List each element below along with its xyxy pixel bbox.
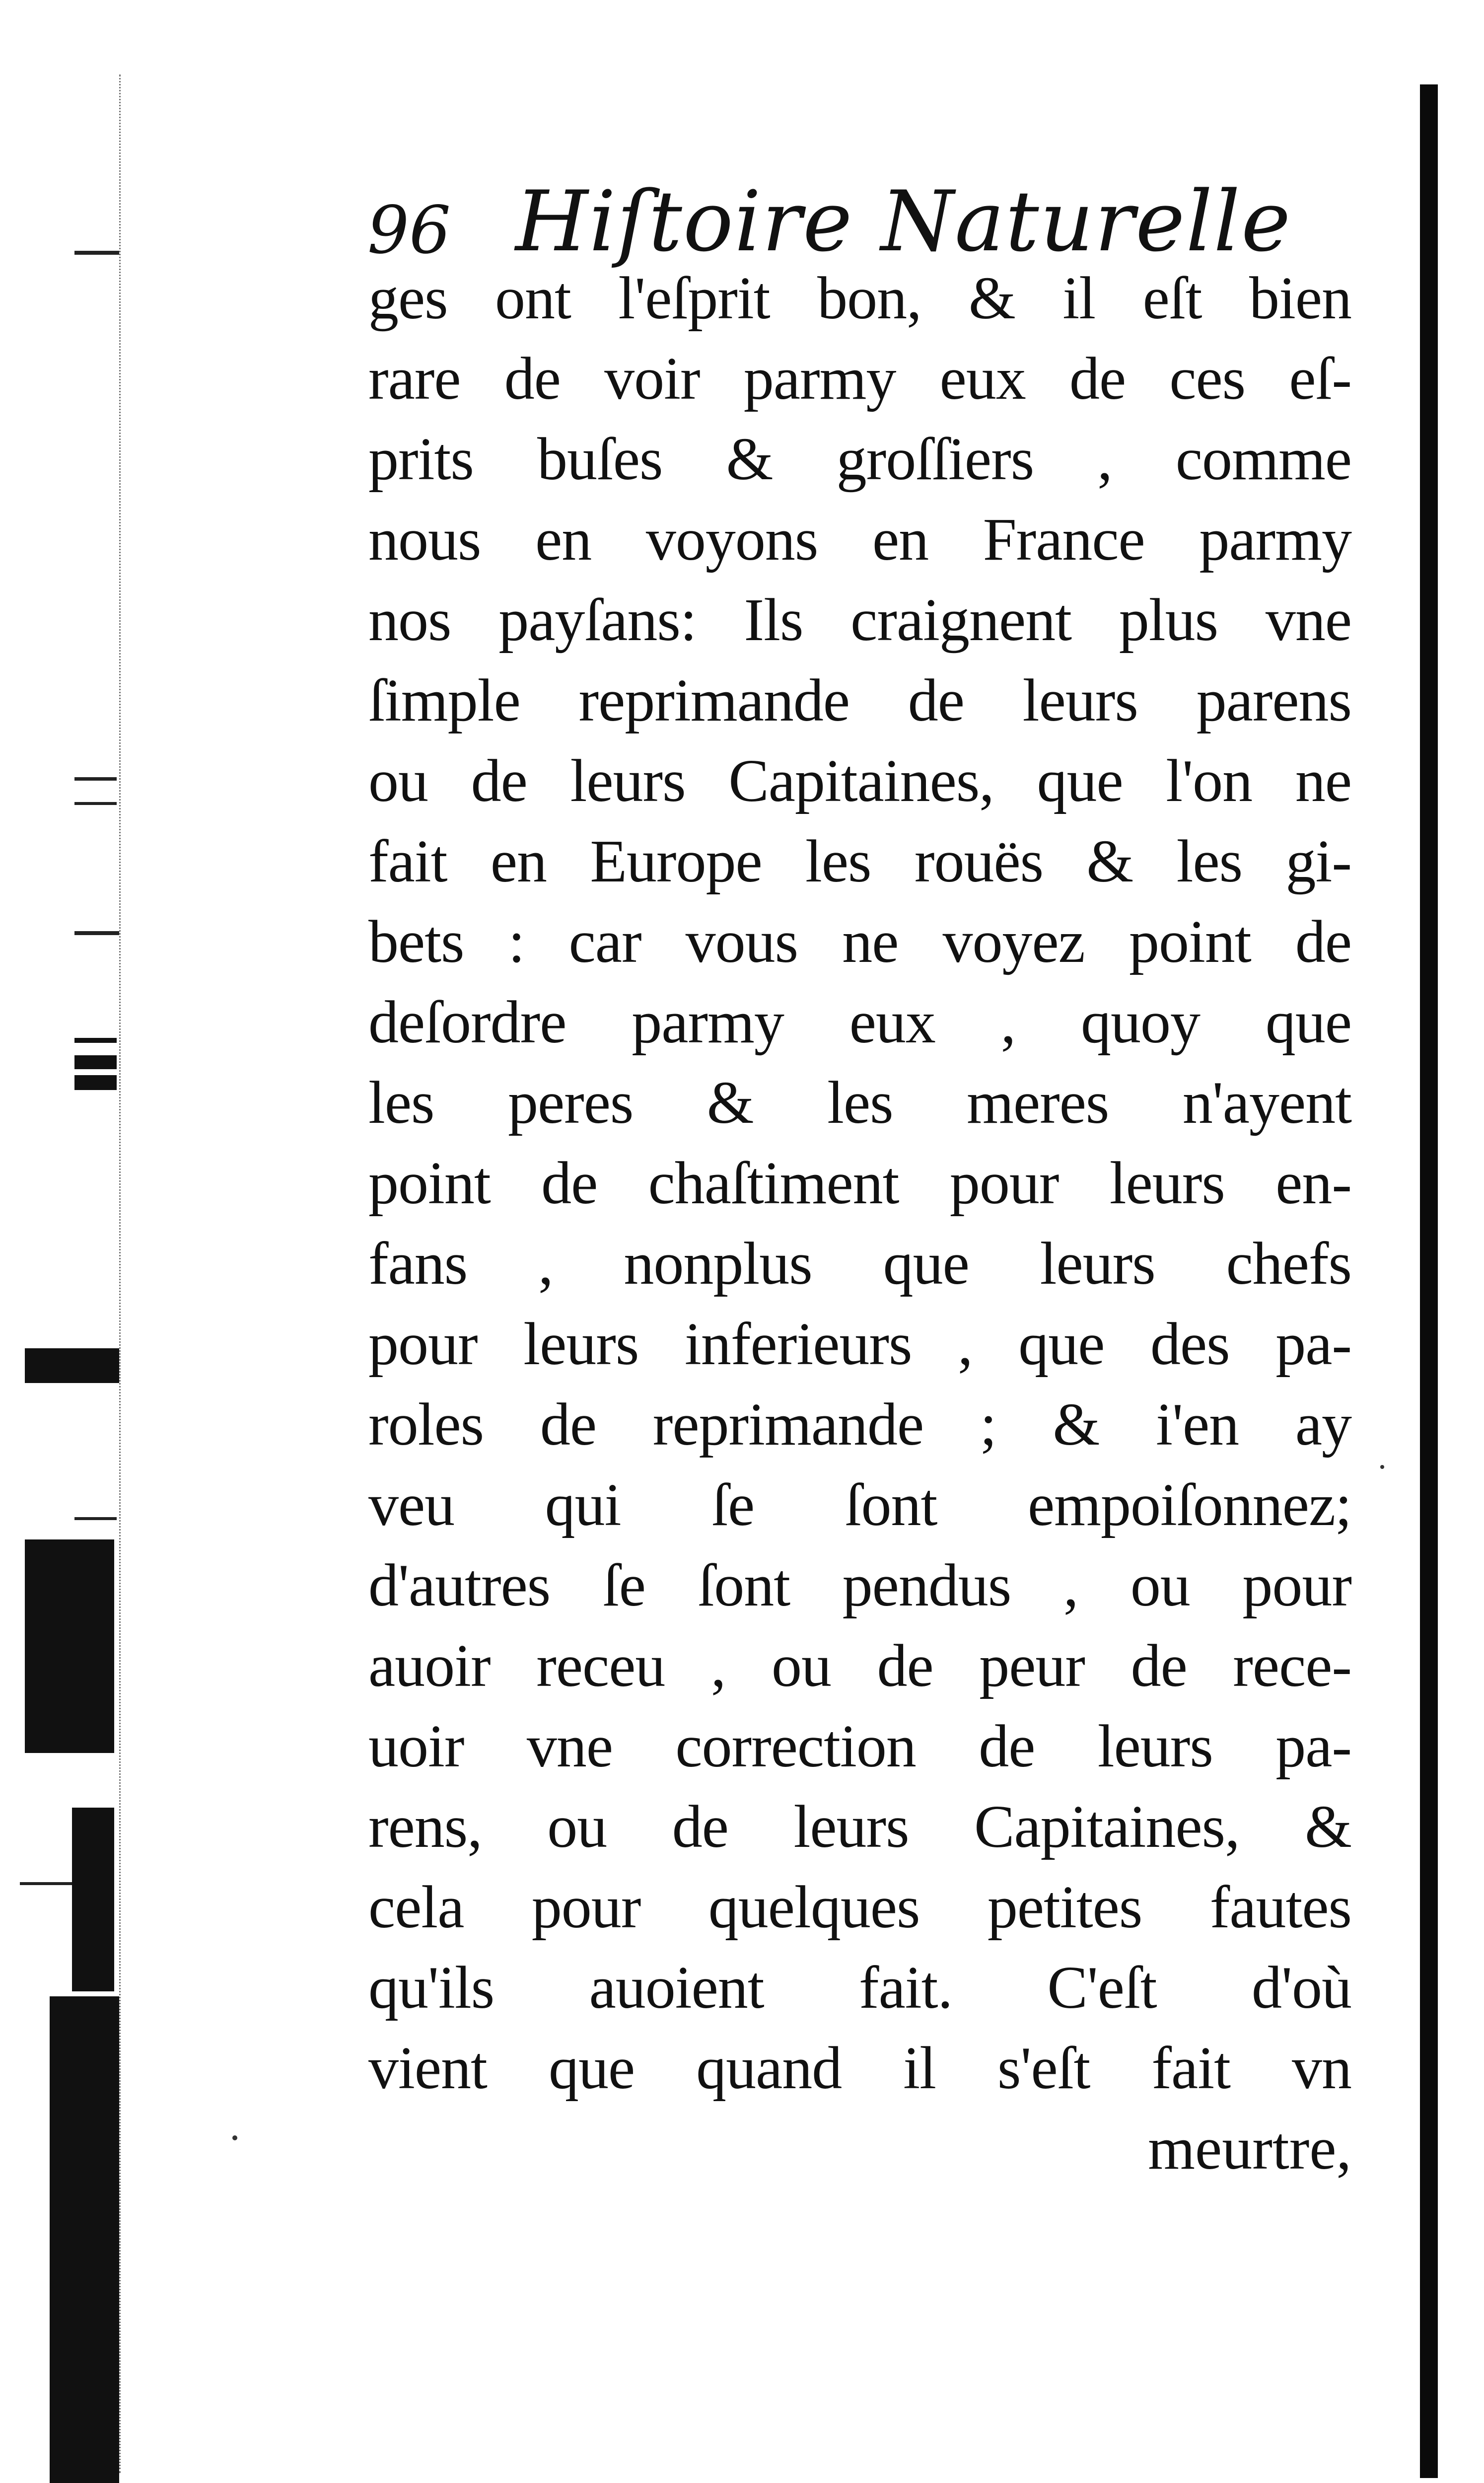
text-line: les peres & les meres n'ayent (368, 1069, 1351, 1136)
text-line: prits buſes & groſſiers , comme (368, 426, 1351, 493)
scan-speck (232, 2135, 237, 2140)
text-line: ges ont l'eſprit bon, & il eſt bien (368, 265, 1351, 332)
text-line: roles de reprimande ; & i'en ay (368, 1391, 1351, 1458)
text-line: uoir vne correction de leurs pa- (368, 1713, 1351, 1780)
gutter-block (72, 1808, 114, 1991)
text-line: pour leurs inferieurs , que des pa- (368, 1311, 1351, 1378)
text-line: auoir receu , ou de peur de rece- (368, 1632, 1351, 1699)
gutter-block (50, 1996, 119, 2483)
text-line: vient que quand il s'eſt fait vn (368, 2035, 1351, 2102)
text-line: rare de voir parmy eux de ces eſ- (368, 345, 1351, 412)
text-line: qu'ils auoient fait. C'eſt d'où (368, 1954, 1351, 2021)
text-line: nos payſans: Ils craignent plus vne (368, 586, 1351, 654)
gutter-block (25, 1348, 119, 1383)
text-line: ſimple reprimande de leurs parens (368, 667, 1351, 734)
gutter-block (74, 1055, 117, 1069)
binding-edge (1420, 84, 1438, 2478)
gutter-block (74, 1038, 117, 1043)
text-line: ou de leurs Capitaines, que l'on ne (368, 747, 1351, 814)
text-line: cela pour quelques petites fautes (368, 1874, 1351, 1941)
text-line: veu qui ſe ſont empoiſonnez; (368, 1471, 1351, 1538)
text-line: d'autres ſe ſont pendus , ou pour (368, 1552, 1351, 1619)
text-line: bets : car vous ne voyez point de (368, 908, 1351, 975)
gutter-dash (74, 931, 119, 935)
gutter-dash (74, 777, 117, 781)
running-head (367, 164, 1292, 270)
catchword-row (368, 2109, 1351, 2189)
text-line: point de chaſtiment pour leurs en- (368, 1150, 1351, 1217)
catchword: meurtre, (1148, 2115, 1351, 2182)
text-line: fait en Europe les rouës & les gi- (368, 828, 1351, 895)
gutter-dash (74, 802, 117, 805)
gutter-dash (74, 1517, 117, 1520)
gutter-dash (74, 251, 119, 255)
scan-speck (1380, 1465, 1384, 1469)
running-title: Hiſtoire Naturelle (515, 173, 1292, 270)
gutter-block (74, 1075, 117, 1090)
text-line: deſordre parmy eux , quoy que (368, 989, 1351, 1056)
text-line: rens, ou de leurs Capitaines, & (368, 1793, 1351, 1860)
text-line: nous en voyons en France parmy (368, 506, 1351, 573)
body-text (368, 258, 1351, 2189)
gutter-dash (20, 1882, 72, 1885)
page-number: 96 (367, 192, 451, 269)
text-line: fans , nonplus que leurs chefs (368, 1230, 1351, 1297)
gutter-block (25, 1539, 114, 1753)
gutter-dotted-rule (119, 74, 121, 2473)
